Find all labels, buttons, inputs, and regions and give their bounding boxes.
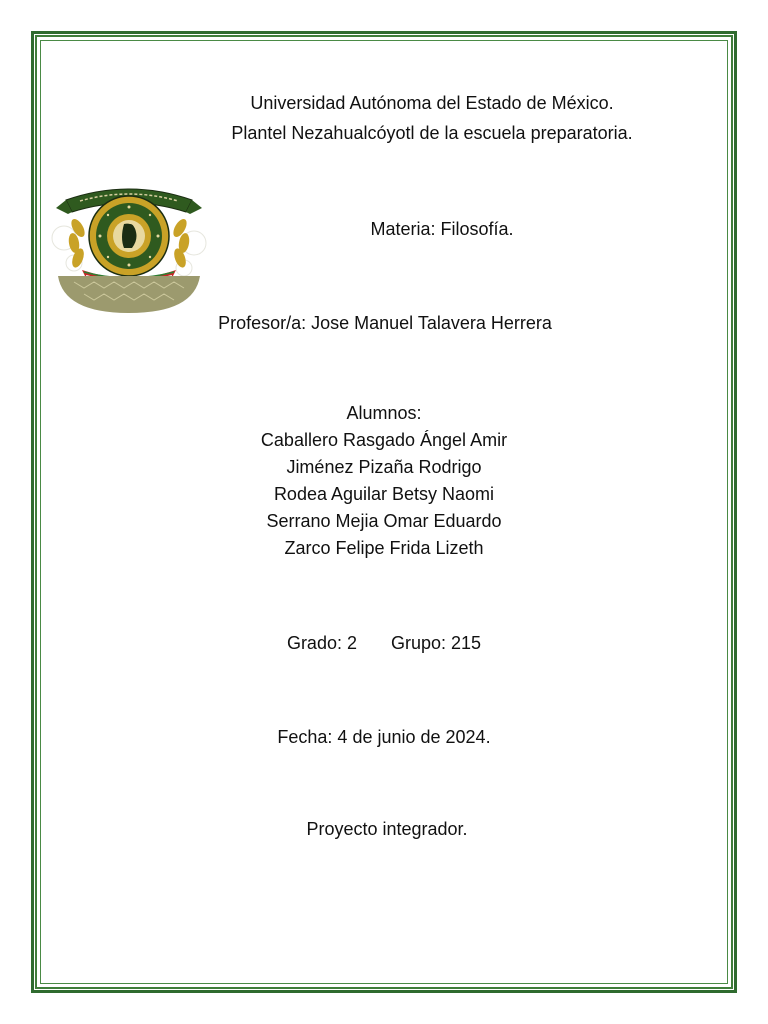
subject-label: Materia: Filosofía. <box>370 219 514 239</box>
student-name: Caballero Rasgado Ángel Amir <box>260 430 508 450</box>
students-list <box>0 400 768 562</box>
plantel-name: Plantel Nezahualcóyotl de la escuela preparatoria. <box>231 123 633 143</box>
grade-label: Grado: 2 <box>286 633 357 653</box>
university-name: Universidad Autónoma del Estado de México. <box>250 93 614 113</box>
uaemex-crest-icon <box>44 178 214 313</box>
grade-group-line <box>0 630 768 657</box>
professor-label: Profesor/a: Jose Manuel Talavera Herrera <box>218 313 552 333</box>
student-name: Serrano Mejia Omar Eduardo <box>266 511 502 531</box>
group-label: Grupo: 215 <box>390 633 482 653</box>
students-heading: Alumnos: <box>346 403 422 423</box>
student-name: Rodea Aguilar Betsy Naomi <box>273 484 495 504</box>
project-label: Proyecto integrador. <box>306 819 468 839</box>
student-name: Zarco Felipe Frida Lizeth <box>284 538 484 558</box>
date-label: Fecha: 4 de junio de 2024. <box>277 727 491 747</box>
student-name: Jiménez Pizaña Rodrigo <box>286 457 482 477</box>
